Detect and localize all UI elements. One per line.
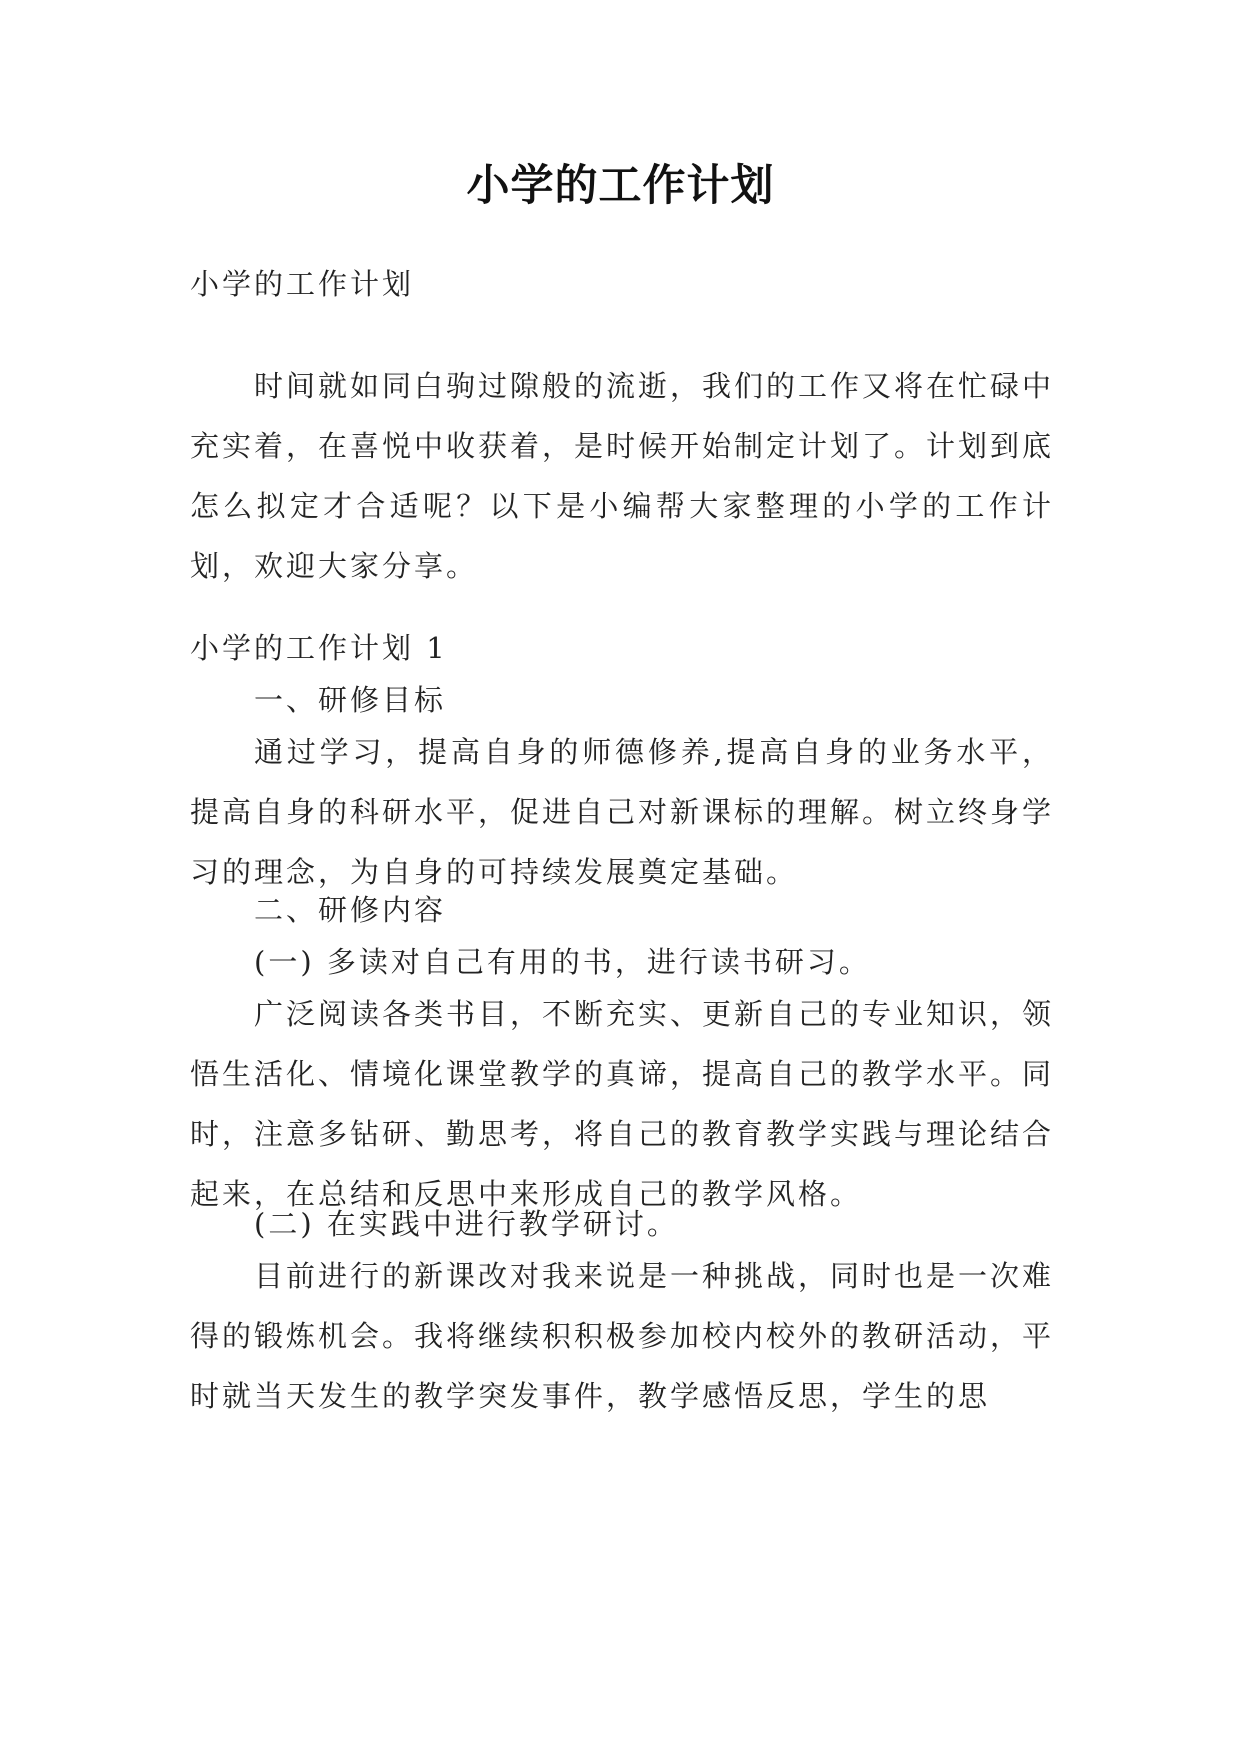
- content-heading: 二、研修内容: [254, 893, 447, 927]
- goal-heading: 一、研修目标: [254, 683, 447, 717]
- document-subtitle: 小学的工作计划: [190, 267, 415, 301]
- goal-paragraph: 通过学习，提高自身的师德修养,提高自身的业务水平，提高自身的科研水平，促进自己对新课标的理解。树立终身学习的理念，为自身的可持续发展奠定基础。: [190, 735, 1055, 889]
- section-title: 小学的工作计划 1: [190, 631, 448, 665]
- item1-heading: (一) 多读对自己有用的书，进行读书研习。: [254, 945, 871, 979]
- item2-paragraph: 目前进行的新课改对我来说是一种挑战，同时也是一次难得的锻炼机会。我将继续积积极参加校内校外的教研活动，平时就当天发生的教学突发事件，教学感悟反思，学生的思: [190, 1259, 1055, 1413]
- item1-paragraph: 广泛阅读各类书目，不断充实、更新自己的专业知识，领悟生活化、情境化课堂教学的真谛，提高自己的教学水平。同时，注意多钻研、勤思考，将自己的教育教学实践与理论结合起来，在总结和反思中来形成自己的教学风格。: [190, 997, 1055, 1211]
- intro-paragraph: 时间就如同白驹过隙般的流逝，我们的工作又将在忙碌中充实着，在喜悦中收获着，是时候开始制定计划了。计划到底怎么拟定才合适呢？以下是小编帮大家整理的小学的工作计划，欢迎大家分享。: [190, 369, 1055, 583]
- item2-heading: (二) 在实践中进行教学研讨。: [254, 1207, 679, 1241]
- document-title: 小学的工作计划: [466, 161, 775, 211]
